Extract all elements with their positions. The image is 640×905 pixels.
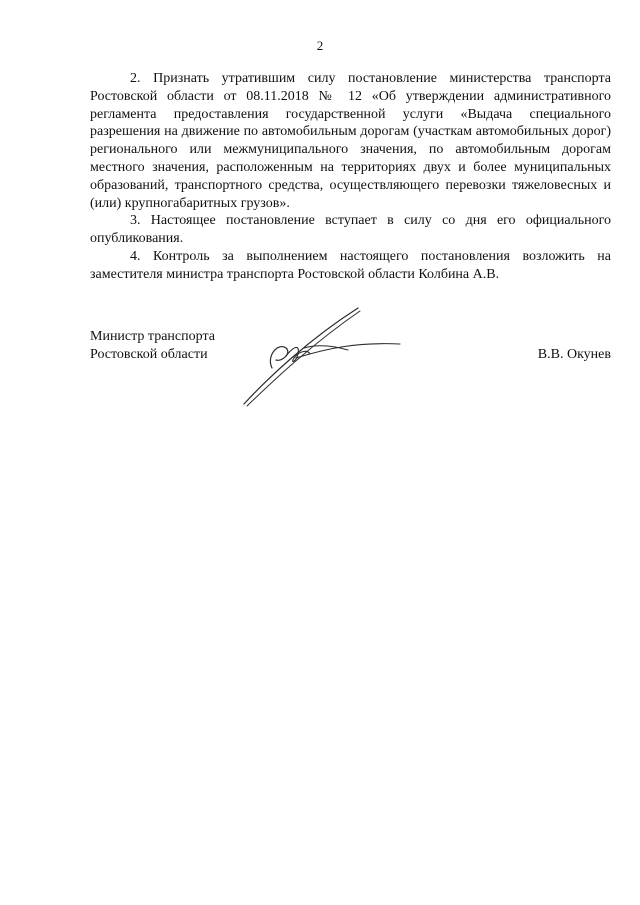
document-body (90, 70, 611, 284)
paragraph-repeal: 2. Признать утратившим силу постановление министерства транспорта Ростовской области от 08.11.2018 № 12 «Об утверждении административного регламента предоставления государственной услуги «Выдача специального разрешения на движение по автомобильным дорогам (участкам автомобильных дорог) регионального или межмуниципального значения, по автомобильным дорогам местного значения, расположенным на территориях двух и более муниципальных образований, транспортного средства, осуществляющего перевозки тяжеловесных и (или) крупногабаритных грузов». (90, 71, 611, 211)
paragraph-effective-date: 3. Настоящее постановление вступает в силу со дня его официального опубликования. (90, 213, 611, 247)
signer-title (90, 328, 240, 364)
signer-title-line-2: Ростовской области (90, 347, 208, 362)
signature-stroke-underline (296, 344, 400, 358)
signature-stroke-parallel (247, 311, 360, 406)
signature-stroke-loop (270, 347, 287, 368)
signature-block (90, 328, 611, 418)
signer-name: В.В. Окунев (537, 347, 611, 362)
paragraph-control: 4. Контроль за выполнением настоящего постановления возложить на заместителя министра транспорта Ростовской области Колбина А.В. (90, 248, 611, 282)
handwritten-signature (238, 300, 448, 410)
signer-title-line-1: Министр транспорта (90, 329, 215, 344)
page-number: 2 (316, 38, 324, 53)
